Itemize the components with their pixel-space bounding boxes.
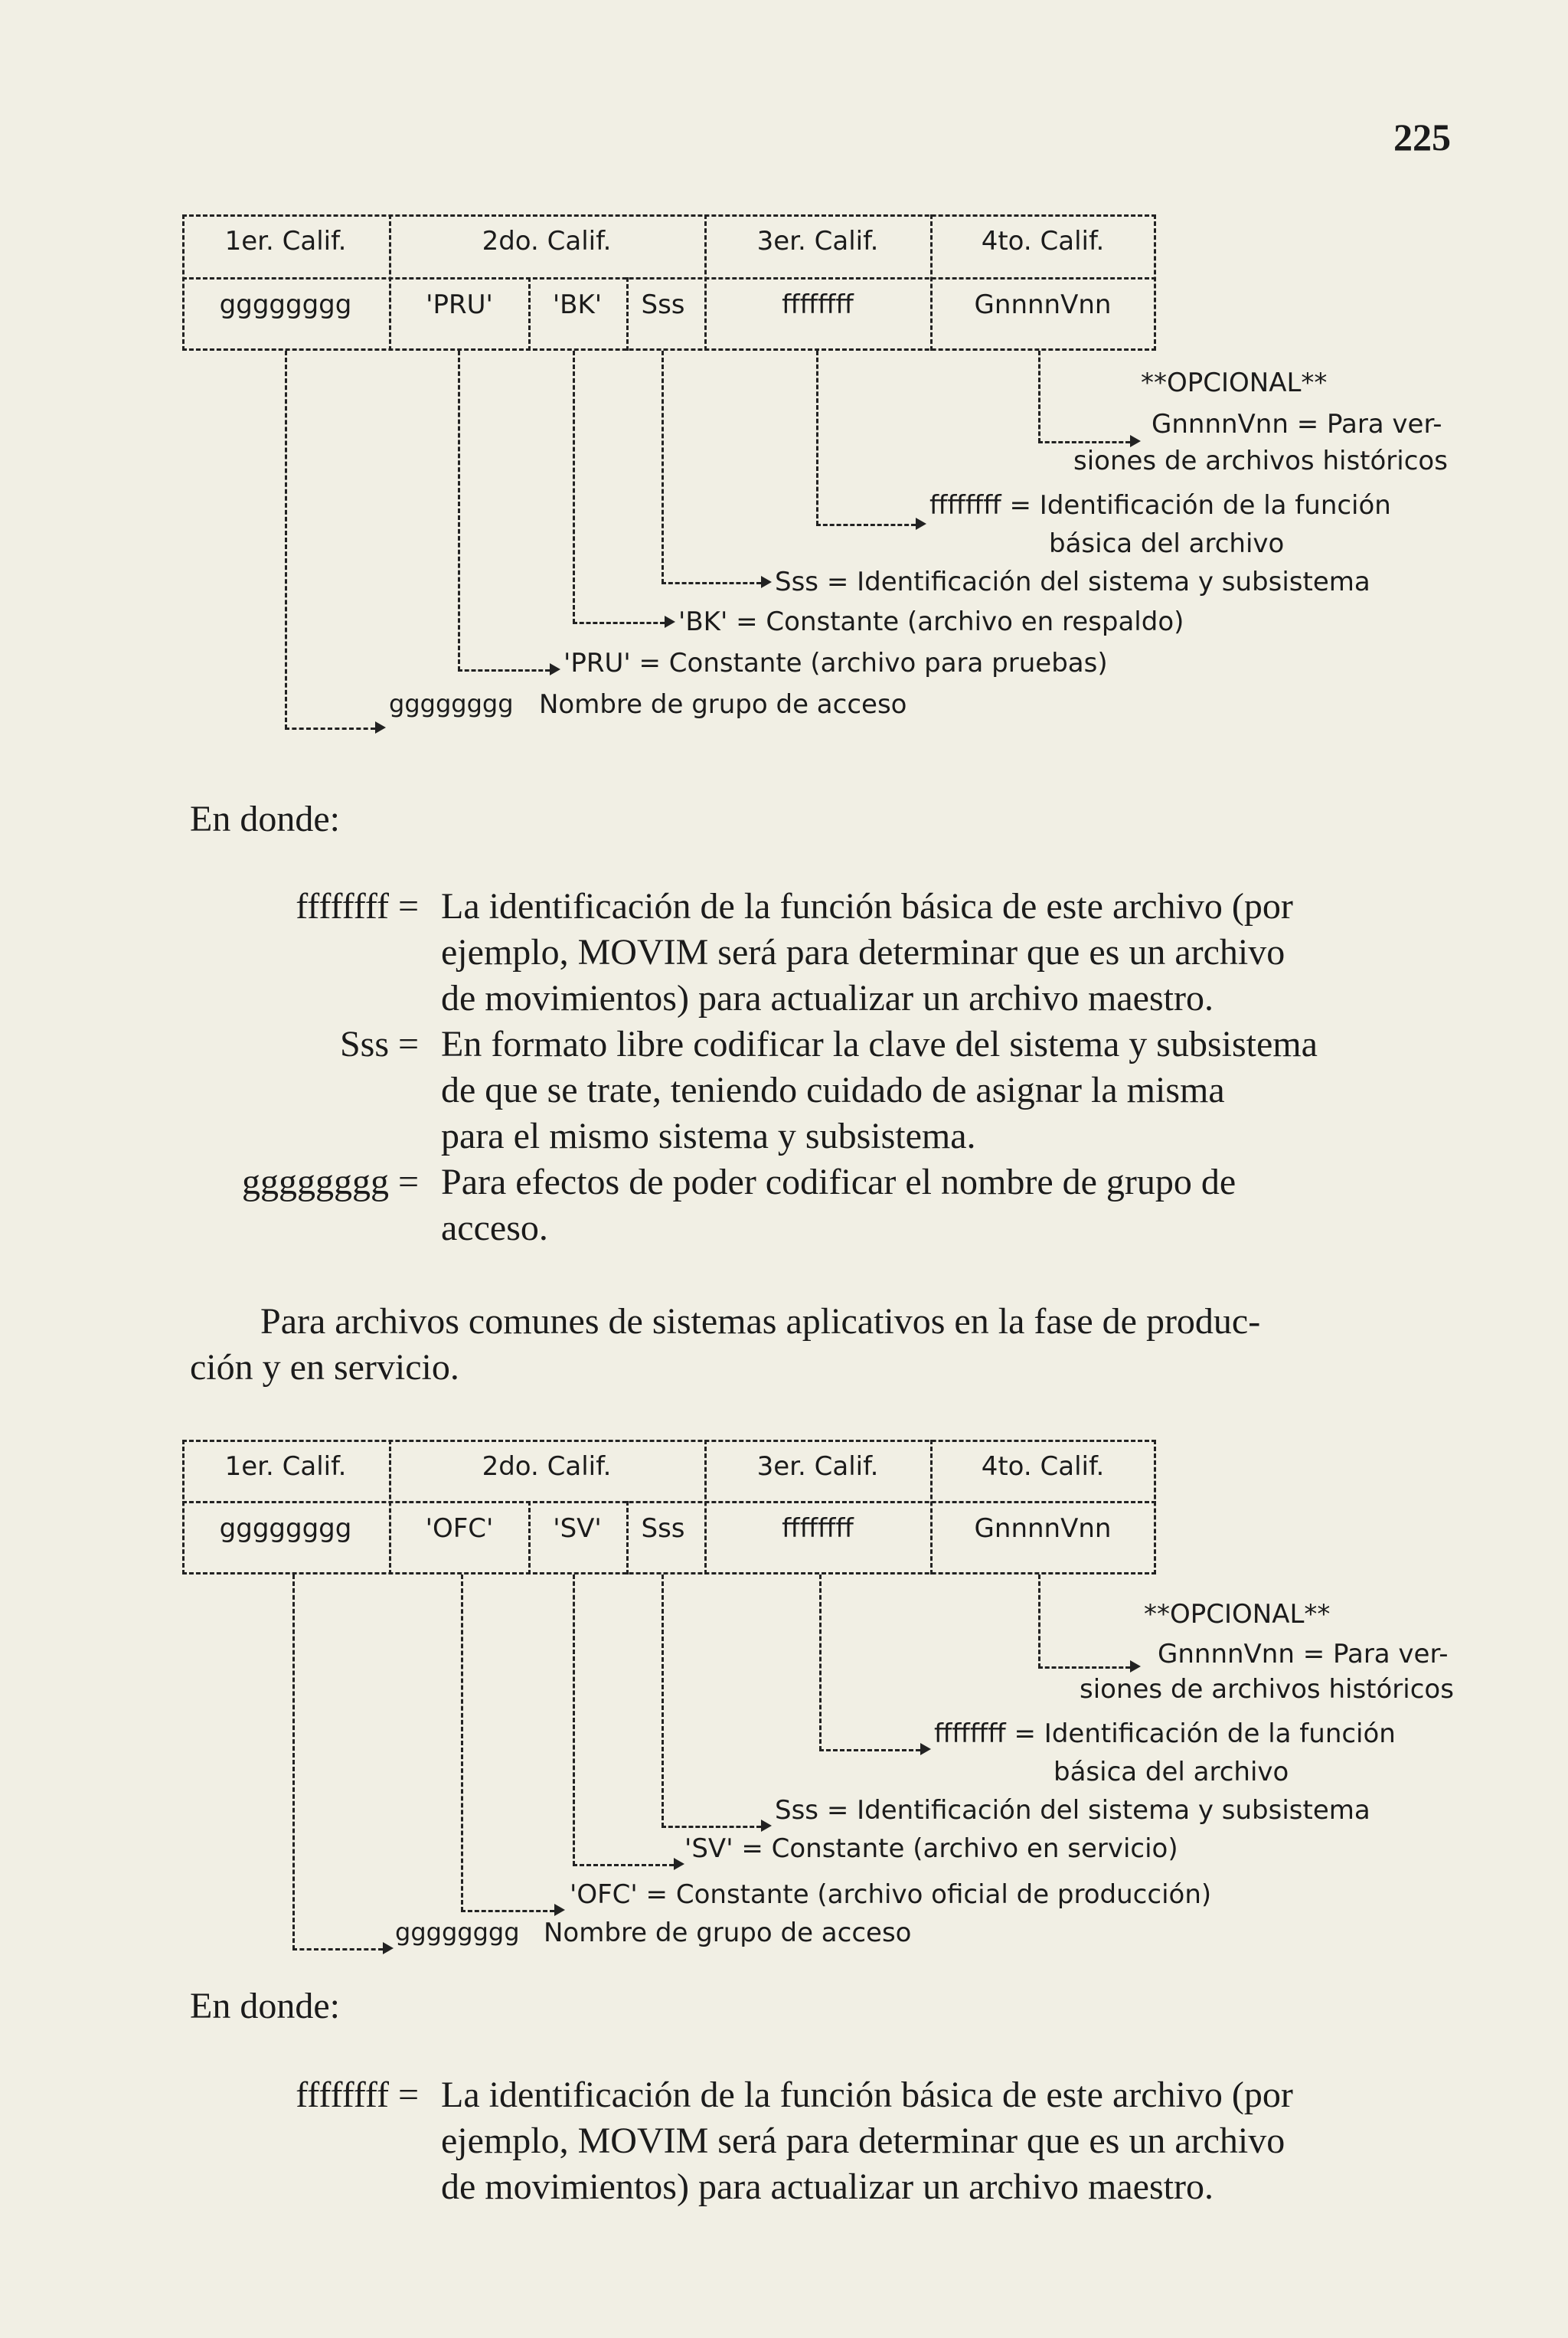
optional-label: **OPCIONAL** xyxy=(1144,1599,1331,1630)
col-divider xyxy=(389,1440,391,1574)
def-line: acceso. xyxy=(441,1208,548,1248)
arrow-icon xyxy=(375,721,386,734)
connector xyxy=(573,1864,674,1866)
header-1er-calif: 1er. Calif. xyxy=(224,226,347,257)
annotation-group-code: gggggggg xyxy=(395,1918,520,1947)
def-line: La identificación de la función básica de este archivo (por xyxy=(441,2075,1293,2115)
def-line: para el mismo sistema y subsistema. xyxy=(441,1116,976,1156)
col-divider xyxy=(704,1440,707,1574)
header-3er-calif: 3er. Calif. xyxy=(756,226,879,257)
arrow-icon xyxy=(665,616,675,628)
def-body xyxy=(441,1022,1467,1159)
def-line: Para efectos de poder codificar el nombre de grupo de xyxy=(441,1162,1236,1202)
header-4to-calif: 4to. Calif. xyxy=(981,1451,1105,1482)
def-term: ffffffff xyxy=(296,2075,389,2115)
annotation-version-2: siones de archivos históricos xyxy=(1073,446,1448,476)
connector xyxy=(285,351,287,729)
cell-group: gggggggg xyxy=(219,289,352,320)
def-line: ejemplo, MOVIM será para determinar que es un archivo xyxy=(441,932,1285,973)
annotation-group-desc: Nombre de grupo de acceso xyxy=(539,689,907,720)
connector xyxy=(1038,1666,1130,1669)
col-divider xyxy=(528,277,531,351)
arrow-icon xyxy=(920,1743,931,1755)
annotation-pru: 'PRU' = Constante (archivo para pruebas) xyxy=(564,648,1108,679)
cell-version: GnnnnVnn xyxy=(974,1513,1112,1544)
arrow-icon xyxy=(674,1858,684,1870)
paragraph-line-1: Para archivos comunes de sistemas aplicativos en la fase de produc- xyxy=(260,1301,1261,1342)
col-divider xyxy=(626,1501,629,1574)
col-divider xyxy=(389,214,391,351)
cell-function: ffffffff xyxy=(782,289,854,320)
arrow-icon xyxy=(916,518,926,530)
connector xyxy=(819,1749,920,1751)
def-term: Sss xyxy=(339,1024,389,1064)
annotation-group-code: gggggggg xyxy=(389,689,514,718)
arrow-icon xyxy=(383,1942,394,1954)
header-divider xyxy=(182,277,1156,280)
annotation-version-2: siones de archivos históricos xyxy=(1080,1674,1454,1705)
def-equals: = xyxy=(398,1024,420,1064)
arrow-icon xyxy=(550,663,560,675)
def-equals: = xyxy=(398,886,420,927)
def-line: de movimientos) para actualizar un archivo maestro. xyxy=(441,2166,1214,2207)
connector xyxy=(461,1574,463,1911)
connector xyxy=(573,1574,575,1865)
optional-label: **OPCIONAL** xyxy=(1141,368,1328,398)
annotation-function-2: básica del archivo xyxy=(1049,528,1285,559)
col-divider xyxy=(930,214,933,351)
arrow-icon xyxy=(1130,1660,1141,1673)
header-2do-calif: 2do. Calif. xyxy=(482,226,612,257)
annotation-function-1: ffffffff = Identificación de la función xyxy=(934,1718,1396,1749)
cell-sss: Sss xyxy=(641,1513,685,1544)
cell-ofc: 'OFC' xyxy=(425,1513,494,1544)
connector xyxy=(1038,351,1040,443)
annotation-sss: Sss = Identificación del sistema y subsistema xyxy=(775,567,1370,597)
annotation-version-1: GnnnnVnn = Para ver- xyxy=(1152,409,1442,440)
annotation-function-2: básica del archivo xyxy=(1054,1757,1289,1787)
header-1er-calif: 1er. Calif. xyxy=(224,1451,347,1482)
connector xyxy=(458,351,460,671)
arrow-icon xyxy=(761,576,772,588)
header-3er-calif: 3er. Calif. xyxy=(756,1451,879,1482)
cell-group: gggggggg xyxy=(219,1513,352,1544)
annotation-sv: 'SV' = Constante (archivo en servicio) xyxy=(684,1833,1178,1864)
connector xyxy=(573,622,665,624)
def-term: gggggggg xyxy=(242,1162,389,1202)
connector xyxy=(819,1574,822,1751)
connector xyxy=(292,1574,295,1950)
connector xyxy=(662,582,761,584)
connector xyxy=(461,1910,554,1912)
cell-bk: 'BK' xyxy=(552,289,603,320)
def-body xyxy=(441,884,1467,1022)
connector xyxy=(816,524,916,526)
connector xyxy=(458,669,550,672)
def-line: La identificación de la función básica de este archivo (por xyxy=(441,886,1293,927)
annotation-function-1: ffffffff = Identificación de la función xyxy=(929,490,1391,521)
def-line: de que se trate, teniendo cuidado de asignar la misma xyxy=(441,1070,1225,1110)
def-line: de movimientos) para actualizar un archivo maestro. xyxy=(441,978,1214,1019)
cell-function: ffffffff xyxy=(782,1513,854,1544)
def-term: ffffffff xyxy=(296,886,389,927)
annotation-sss: Sss = Identificación del sistema y subsistema xyxy=(775,1795,1370,1826)
en-donde-label: En donde: xyxy=(190,1986,340,2026)
connector xyxy=(662,1574,664,1827)
col-divider xyxy=(528,1501,531,1574)
connector xyxy=(1038,1574,1040,1668)
connector xyxy=(662,351,664,584)
connector xyxy=(285,728,375,730)
cell-sss: Sss xyxy=(641,289,685,320)
def-body xyxy=(441,2072,1467,2210)
connector xyxy=(816,351,818,525)
col-divider xyxy=(930,1440,933,1574)
paragraph-line-2: ción y en servicio. xyxy=(190,1347,459,1388)
annotation-ofc: 'OFC' = Constante (archivo oficial de producción) xyxy=(570,1879,1212,1910)
col-divider xyxy=(704,214,707,351)
connector xyxy=(573,351,575,623)
arrow-icon xyxy=(554,1904,565,1916)
header-divider xyxy=(182,1501,1156,1503)
header-4to-calif: 4to. Calif. xyxy=(981,226,1105,257)
def-equals: = xyxy=(398,2075,420,2115)
cell-sv: 'SV' xyxy=(553,1513,602,1544)
annotation-version-1: GnnnnVnn = Para ver- xyxy=(1158,1639,1449,1669)
arrow-icon xyxy=(761,1820,772,1832)
annotation-bk: 'BK' = Constante (archivo en respaldo) xyxy=(678,607,1184,637)
col-divider xyxy=(626,277,629,351)
cell-pru: 'PRU' xyxy=(426,289,493,320)
page-number: 225 xyxy=(1393,116,1451,159)
def-equals: = xyxy=(398,1162,420,1202)
connector xyxy=(1038,441,1130,443)
cell-version: GnnnnVnn xyxy=(974,289,1112,320)
def-line: ejemplo, MOVIM será para determinar que es un archivo xyxy=(441,2121,1285,2161)
en-donde-label: En donde: xyxy=(190,799,340,839)
connector xyxy=(292,1948,383,1951)
header-2do-calif: 2do. Calif. xyxy=(482,1451,612,1482)
def-line: En formato libre codificar la clave del sistema y subsistema xyxy=(441,1024,1318,1064)
annotation-group-desc: Nombre de grupo de acceso xyxy=(544,1918,912,1948)
def-body xyxy=(441,1159,1467,1251)
connector xyxy=(662,1826,761,1828)
